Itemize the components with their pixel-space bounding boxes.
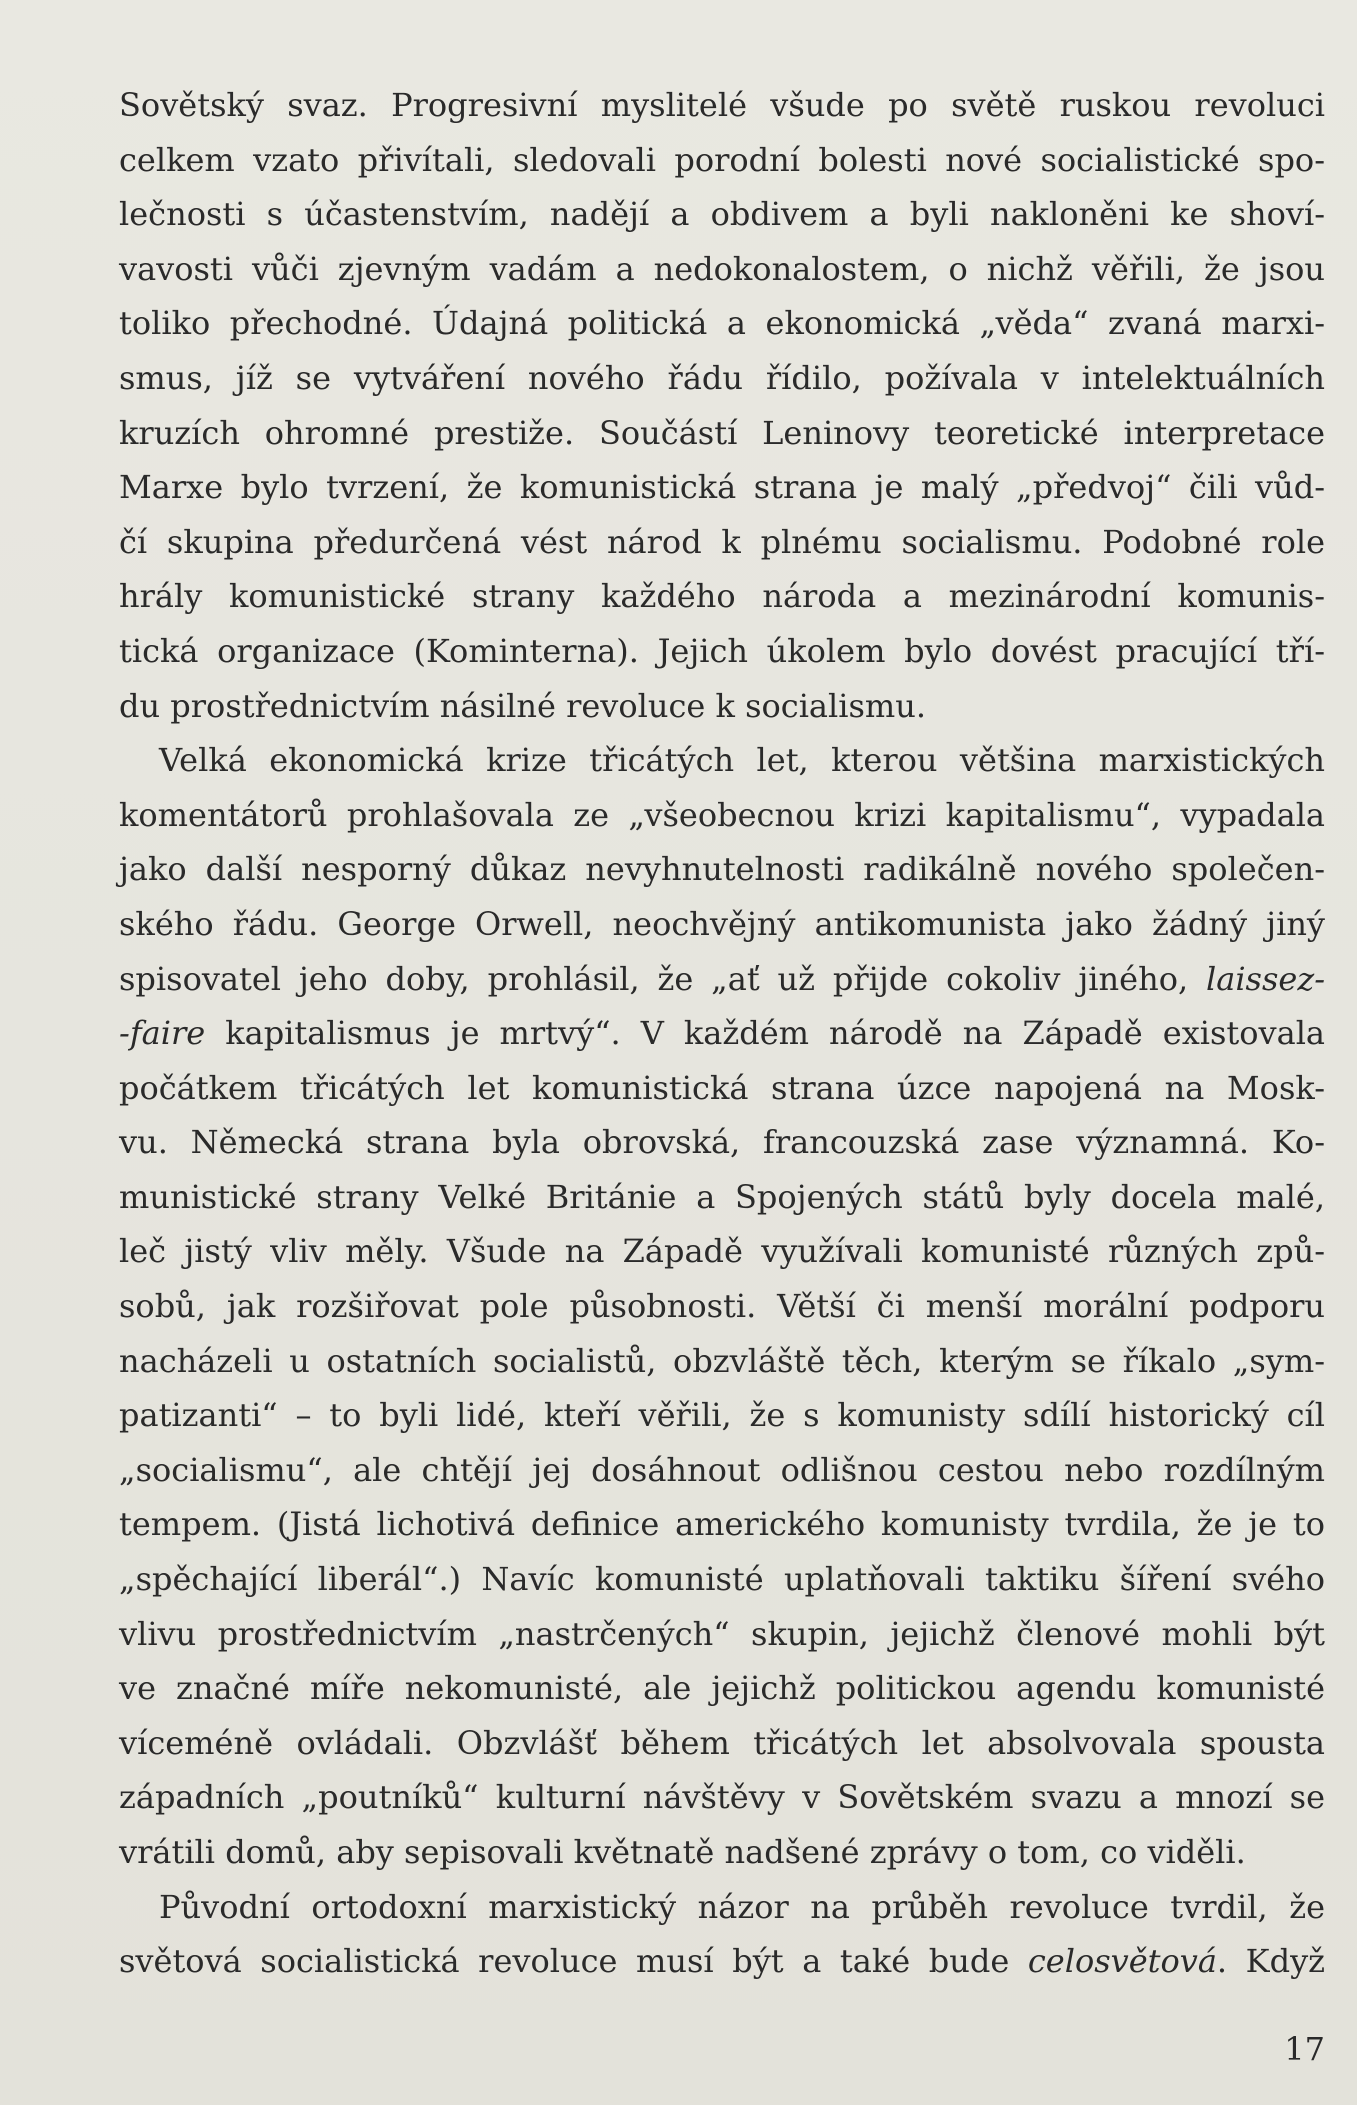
text-line: víceméně ovládali. Obzvlášť během třicátých let absolvovala spousta bbox=[119, 1723, 1325, 1762]
text-line: čí skupina předurčená vést národ k plnému socialismu. Podobné role bbox=[119, 522, 1325, 561]
text-segment: . Když bbox=[1216, 1942, 1326, 1981]
text-line: tická organizace (Kominterna). Jejich úkolem bylo dovést pracující tří- bbox=[119, 631, 1325, 670]
text-line: leč jistý vliv měly. Všude na Západě využívali komunisté různých způ- bbox=[119, 1232, 1325, 1271]
text-line: Marxe bylo tvrzení, že komunistická strana je malý „předvoj“ čili vůd- bbox=[119, 468, 1325, 507]
text-line: počátkem třicátých let komunistická strana úzce napojená na Mosk- bbox=[119, 1068, 1325, 1107]
text-line: komentátorů prohlašovala ze „všeobecnou krizi kapitalismu“, vypadala bbox=[119, 795, 1325, 834]
text-line: ve značné míře nekomunisté, ale jejichž politickou agendu komunisté bbox=[119, 1669, 1325, 1708]
text-segment: kapitalismus je mrtvý“. V každém národě na Západě existovala bbox=[205, 1014, 1325, 1053]
text-line: Původní ortodoxní marxistický názor na průběh revoluce tvrdil, že bbox=[159, 1887, 1325, 1926]
text-line: jako další nesporný důkaz nevyhnutelnosti radikálně nového společen- bbox=[119, 850, 1325, 889]
text-line: celkem vzato přivítali, sledovali porodní bolesti nové socialistické spo- bbox=[119, 140, 1325, 179]
page-number: 17 bbox=[1284, 2030, 1325, 2068]
text-line: ského řádu. George Orwell, neochvějný antikomunista jako žádný jiný bbox=[119, 904, 1325, 943]
body-text bbox=[119, 78, 1325, 1989]
text-line: nacházeli u ostatních socialistů, obzvláště těch, kterým se říkalo „sym- bbox=[119, 1341, 1325, 1380]
text-line bbox=[119, 1934, 1325, 1989]
text-segment: světová socialistická revoluce musí být a také bude bbox=[119, 1942, 1028, 1981]
text-line: patizanti“ – to byli lidé, kteří věřili, že s komunisty sdílí historický cíl bbox=[119, 1396, 1325, 1435]
text-line: vrátili domů, aby sepisovali květnatě nadšené zprávy o tom, co viděli. bbox=[119, 1833, 1246, 1871]
text-line: sobů, jak rozšiřovat pole působnosti. Větší či menší morální podporu bbox=[119, 1287, 1325, 1326]
text-line: smus, jíž se vytváření nového řádu řídilo, požívala v intelektuálních bbox=[119, 358, 1325, 397]
text-segment: spisovatel jeho doby, prohlásil, že „ať už přijde cokoliv jiného, bbox=[119, 959, 1206, 998]
text-line: vlivu prostřednictvím „nastrčených“ skupin, jejichž členové mohli být bbox=[119, 1614, 1325, 1653]
text-line: toliko přechodné. Údajná politická a ekonomická „věda“ zvaná marxi- bbox=[119, 304, 1325, 343]
text-line bbox=[119, 1006, 1325, 1061]
text-line: „socialismu“, ale chtějí jej dosáhnout odlišnou cestou nebo rozdílným bbox=[119, 1450, 1325, 1489]
text-line: západních „poutníků“ kulturní návštěvy v Sovětském svazu a mnozí se bbox=[119, 1778, 1325, 1817]
text-line: vu. Německá strana byla obrovská, francouzská zase významná. Ko- bbox=[119, 1123, 1325, 1162]
text-line: vavosti vůči zjevným vadám a nedokonalostem, o nichž věřili, že jsou bbox=[119, 249, 1325, 288]
text-line: tempem. (Jistá lichotivá definice amerického komunisty tvrdila, že je to bbox=[119, 1505, 1325, 1544]
text-line: lečnosti s účastenstvím, nadějí a obdivem a byli nakloněni ke shoví- bbox=[119, 195, 1325, 234]
text-line: du prostřednictvím násilné revoluce k socialismu. bbox=[119, 686, 927, 725]
text-line: kruzích ohromné prestiže. Součástí Leninovy teoretické interpretace bbox=[119, 413, 1325, 452]
italic-segment: -faire bbox=[119, 1014, 206, 1053]
text-line: hrály komunistické strany každého národa a mezinárodní komunis- bbox=[119, 577, 1325, 616]
italic-segment: laissez- bbox=[1206, 959, 1325, 998]
italic-segment: celosvětová bbox=[1027, 1942, 1217, 1981]
text-line: Velká ekonomická krize třicátých let, kterou většina marxistických bbox=[159, 741, 1325, 780]
text-line: munistické strany Velké Británie a Spojených států byly docela malé, bbox=[119, 1177, 1325, 1216]
text-line bbox=[119, 952, 1325, 1007]
text-line: „spěchající liberál“.) Navíc komunisté uplatňovali taktiku šíření svého bbox=[119, 1560, 1325, 1599]
text-line: Sovětský svaz. Progresivní myslitelé všude po světě ruskou revoluci bbox=[119, 86, 1325, 124]
